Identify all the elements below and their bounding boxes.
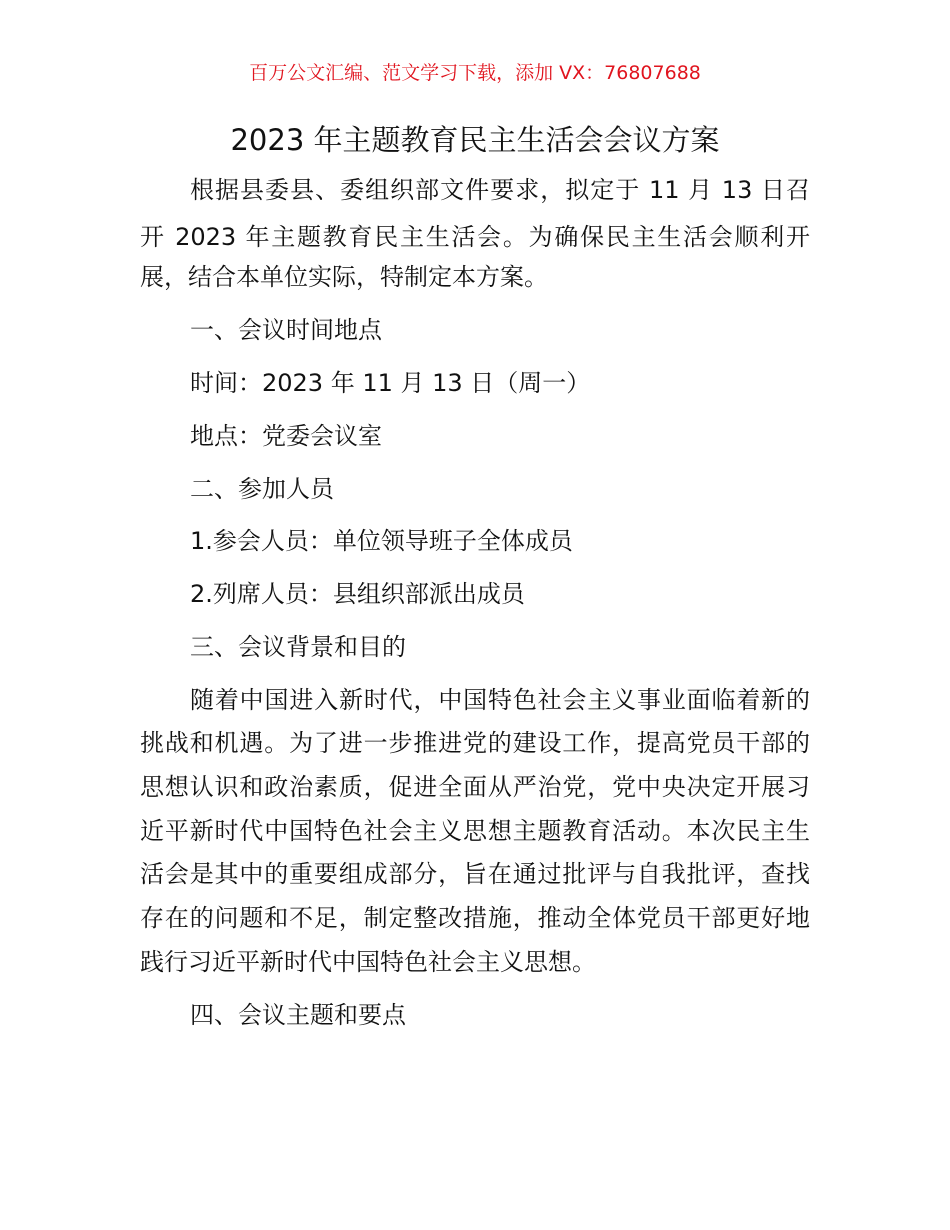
paragraph-line: 展，结合本单位实际，特制定本方案。 [140,263,548,291]
heading-participants: 二、参加人员 [190,475,334,503]
paragraph-line: 根据县委县、委组织部文件要求，拟定于 11 月 13 日召 [190,176,810,204]
paragraph-line: 挑战和机遇。为了进一步推进党的建设工作，提高党员干部的 [140,729,810,757]
heading-time-place: 一、会议时间地点 [190,316,382,344]
participants-attendees: 1.参会人员：单位领导班子全体成员 [190,527,573,555]
paragraph-line: 践行习近平新时代中国特色社会主义思想。 [140,948,596,976]
document-title: 2023 年主题教育民主生活会会议方案 [230,123,720,157]
watermark-header: 百万公文汇编、范文学习下载，添加 VX：76807688 [249,62,701,84]
paragraph-line: 存在的问题和不足，制定整改措施，推动全体党员干部更好地 [140,904,810,932]
heading-background: 三、会议背景和目的 [190,633,406,661]
paragraph-line: 随着中国进入新时代，中国特色社会主义事业面临着新的 [190,686,810,714]
heading-theme: 四、会议主题和要点 [190,1001,406,1029]
meeting-time: 时间：2023 年 11 月 13 日（周一） [190,369,591,397]
paragraph-line: 活会是其中的重要组成部分，旨在通过批评与自我批评，查找 [140,860,810,888]
participants-observers: 2.列席人员：县组织部派出成员 [190,580,525,608]
paragraph-line: 近平新时代中国特色社会主义思想主题教育活动。本次民主生 [140,817,810,845]
meeting-place: 地点：党委会议室 [190,422,382,450]
paragraph-line: 开 2023 年主题教育民主生活会。为确保民主生活会顺利开 [140,223,810,251]
paragraph-line: 思想认识和政治素质，促进全面从严治党，党中央决定开展习 [140,773,810,801]
